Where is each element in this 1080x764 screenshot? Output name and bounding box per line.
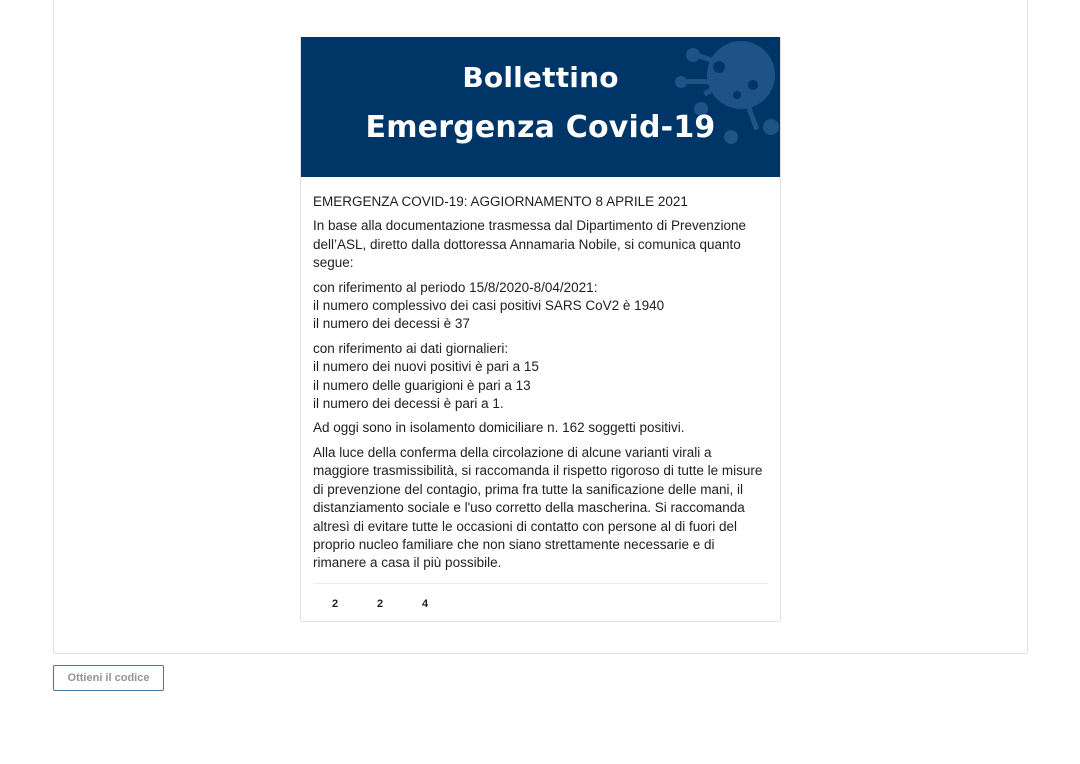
text-line: Alla luce della conferma della circolazione di alcune varianti virali a <box>313 444 712 460</box>
text-line: distanziamento sociale e l'uso corretto della mascherina. Si raccomanda <box>313 500 745 516</box>
post-isolation-paragraph: Ad oggi sono in isolamento domiciliare n. 162 soggetti positivi. <box>313 420 685 436</box>
post-headline: EMERGENZA COVID-19: AGGIORNAMENTO 8 APRILE 2021 <box>313 194 688 209</box>
banner-title-line1: Bollettino <box>462 61 619 94</box>
post-period-paragraph <box>313 279 768 334</box>
text-line: con riferimento ai dati giornalieri: <box>313 340 509 356</box>
text-line: dell’ASL, diretto dalla dottoressa Annamaria Nobile, si comunica quanto <box>313 236 741 252</box>
virus-icon <box>301 37 780 177</box>
shares-count[interactable]: 4 <box>422 598 429 610</box>
text-line: il numero dei decessi è pari a 1. <box>313 396 504 412</box>
banner-title-line2: Emergenza Covid-19 <box>365 110 716 145</box>
text-line: maggiore trasmissibilità, si raccomanda il rispetto rigoroso di tutte le misure <box>313 463 763 479</box>
text-line: segue: <box>313 255 354 271</box>
get-code-button[interactable]: Ottieni il codice <box>53 665 164 691</box>
text-line: In base alla documentazione trasmessa dal Dipartimento di Prevenzione <box>313 218 746 234</box>
bulletin-banner-image[interactable] <box>301 37 780 177</box>
text-line: altresì di evitare tutte le occasioni di contatto con persone al di fuori del <box>313 518 737 534</box>
facebook-post-card <box>300 37 781 622</box>
text-line: con riferimento al periodo 15/8/2020-8/04/2021: <box>313 279 598 295</box>
reaction-bar <box>313 583 768 621</box>
likes-count[interactable]: 2 <box>332 598 339 610</box>
text-line: proprio nucleo familiare che non siano strettamente necessarie e di <box>313 536 715 552</box>
post-intro-paragraph <box>313 217 768 272</box>
post-text <box>313 193 768 579</box>
text-line: il numero delle guarigioni è pari a 13 <box>313 377 531 393</box>
text-line: il numero complessivo dei casi positivi SARS CoV2 è 1940 <box>313 298 665 314</box>
text-line: di prevenzione del contagio, prima fra tutte la sanificazione delle mani, il <box>313 481 743 497</box>
post-advice-paragraph <box>313 444 768 573</box>
text-line: il numero dei decessi è 37 <box>313 316 470 332</box>
text-line: rimanere a casa il più possibile. <box>313 555 502 571</box>
post-daily-paragraph <box>313 340 768 414</box>
text-line: il numero dei nuovi positivi è pari a 15 <box>313 359 539 375</box>
comments-count[interactable]: 2 <box>377 598 384 610</box>
